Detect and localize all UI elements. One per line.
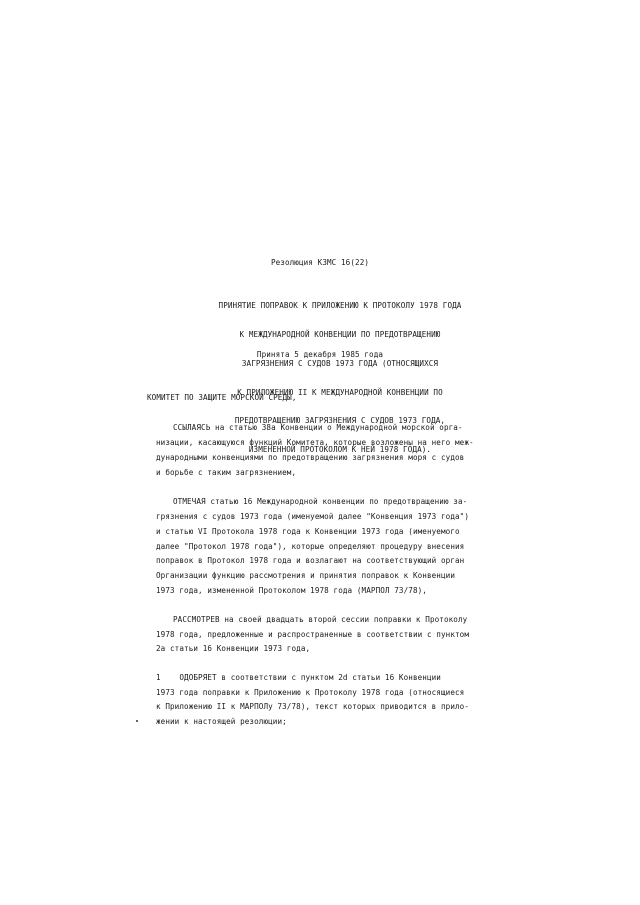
paragraph-line: и борьбе с таким загрязнением,	[156, 468, 297, 477]
paragraph-line: и статью VI Протокола 1978 года к Конвенции 1973 года (именуемого	[156, 527, 460, 536]
resolution-title: Резолюция КЗМС 16(22)	[270, 258, 370, 267]
heading-line: ПРЕДОТВРАЩЕНИЮ ЗАГРЯЗНЕНИЯ С СУДОВ 1973 ГОДА,	[234, 416, 446, 426]
paragraph-line: Организации функцию рассмотрения и принятия поправок к Конвенции	[156, 571, 455, 580]
paragraph-line: поправок в Протокол 1978 года и возлагают на соответствующий орган	[156, 556, 465, 565]
paragraph-line: 1973 года поправки к Приложению к Протоколу 1978 года (относящиеся	[156, 688, 465, 697]
heading-line: К МЕЖДУНАРОДНОЙ КОНВЕНЦИИ ПО ПРЕДОТВРАЩЕНИЮ	[239, 329, 441, 339]
paragraph-line: 1 ОДОБРЯЕТ в соответствии с пунктом 2d статьи 16 Конвенции	[156, 673, 441, 682]
heading-line: ПРИНЯТИЕ ПОПРАВОК К ПРИЛОЖЕНИЮ К ПРОТОКОЛУ 1978 ГОДА	[218, 301, 462, 311]
paragraph-line: 1973 года, измененной Протоколом 1978 года (МАРПОЛ 73/78),	[156, 586, 427, 595]
paragraph-line: грязнения с судов 1973 года (именуемой далее "Конвенция 1973 года")	[156, 512, 470, 521]
paragraph-line: 2а статьи 16 Конвенции 1973 года,	[156, 644, 311, 653]
paragraph-line: низации, касающуюся функций Комитета, которые возложены на него меж-	[156, 438, 474, 447]
paragraph-line: 1978 года, предложенные и распространенные в соответствии с пунктом	[156, 630, 470, 639]
heading-line: К ПРИЛОЖЕНИЮ II К МЕЖДУНАРОДНОЙ КОНВЕНЦИИ ПО	[237, 387, 443, 397]
adopted-date: Принята 5 декабря 1985 года	[256, 350, 384, 359]
paragraph-line: дународными конвенциями по предотвращению загрязнения моря с судов	[156, 453, 465, 462]
paragraph-line: далее "Протокол 1978 года"), которые определяют процедуру внесения	[156, 542, 465, 551]
scan-speck	[136, 720, 138, 722]
paragraph-line: ОТМЕЧАЯ статью 16 Международной конвенции по предотвращению за-	[173, 497, 468, 506]
paragraph-line: жении к настоящей резолюции;	[156, 717, 287, 726]
heading-line: ЗАГРЯЗНЕНИЯ С СУДОВ 1973 ГОДА (ОТНОСЯЩИХСЯ	[241, 358, 439, 368]
paragraph-line: к Приложению II к МАРПОЛу 73/78), текст которых приводится в прило-	[156, 702, 470, 711]
heading-line: ИЗМЕНЕННОЙ ПРОТОКОЛОМ К НЕЙ 1978 ГОДА).	[248, 445, 432, 455]
committee-name: КОМИТЕТ ПО ЗАЩИТЕ МОРСКОЙ СРЕДЫ,	[147, 393, 297, 402]
paragraph-line: РАССМОТРЕВ на своей двадцать второй сессии поправки к Протоколу	[173, 615, 468, 624]
paragraph-line: ССЫЛАЯСЬ на статью 38а Конвенции о Международной морской орга-	[173, 423, 463, 432]
